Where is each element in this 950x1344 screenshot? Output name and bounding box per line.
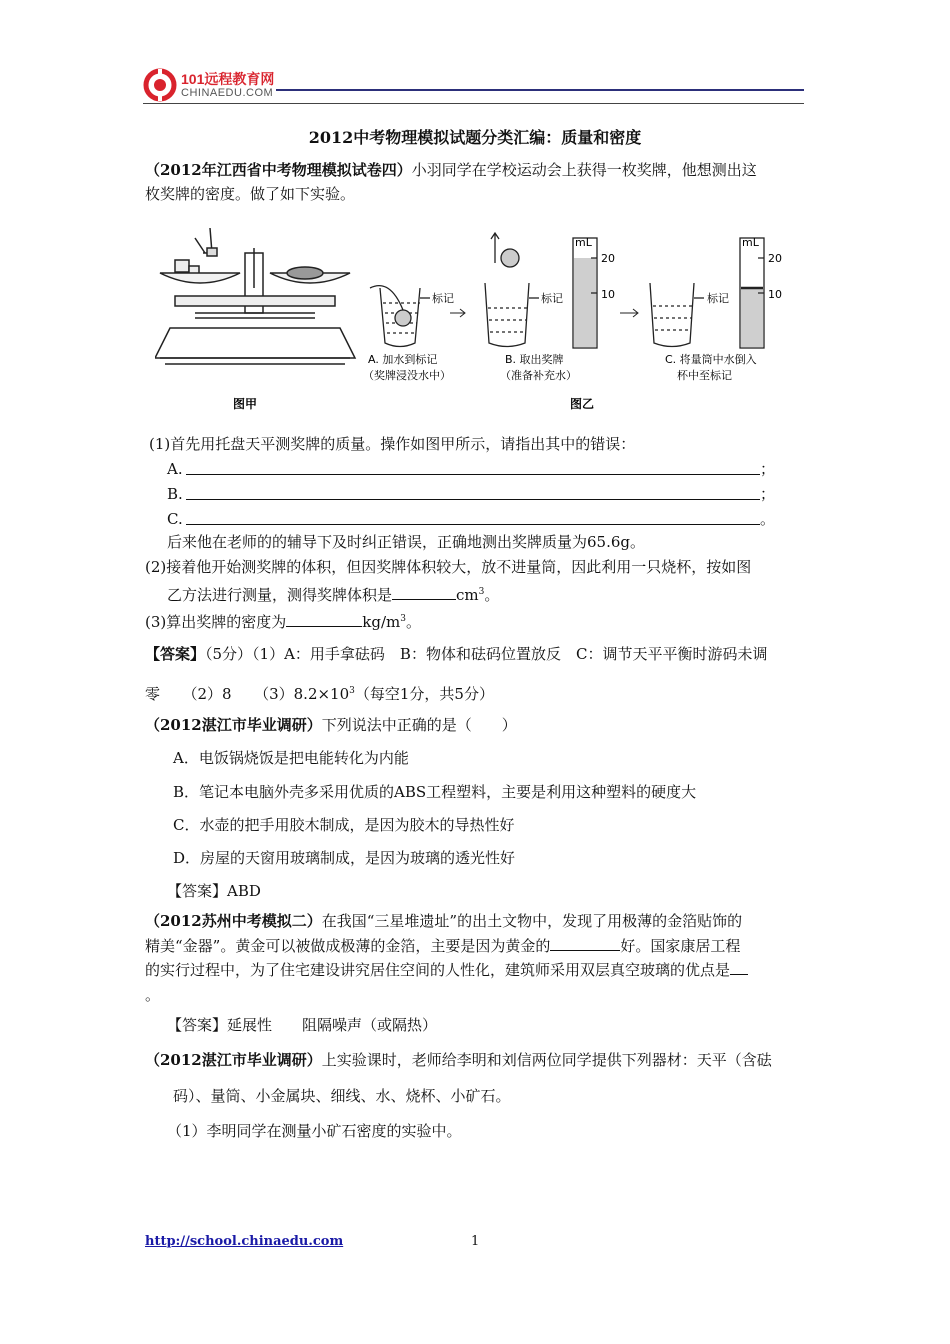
figure-label-yi: 图乙 — [570, 397, 595, 411]
q1-opt-a-blank[interactable] — [186, 473, 760, 475]
page-title: 2012中考物理模拟试题分类汇编：质量和密度 — [308, 128, 642, 147]
logo-title: 101远程教育网 — [181, 71, 275, 87]
q1-part3-text: (3)算出奖牌的密度为 — [145, 613, 287, 631]
logo-subtitle: CHINAEDU.COM — [181, 87, 274, 99]
q1-answer-sup: 3 — [349, 686, 355, 696]
mark-label-a: 标记 — [432, 292, 454, 305]
measuring-cylinder-2 — [740, 238, 764, 348]
q2-stem-text: 下列说法中正确的是（ ） — [321, 716, 517, 734]
q1-density-unit: kg/m — [362, 613, 401, 631]
tick-20-a: 20 — [601, 252, 615, 265]
q1-part2-line-2 — [167, 581, 499, 606]
q1-answer-line-2 — [145, 680, 494, 705]
q4-source: （2012湛江市毕业调研） — [145, 1051, 322, 1069]
q2-answer: 【答案】ABD — [167, 882, 261, 900]
q1-intro-line-2: 枚奖牌的密度。做了如下实验。 — [145, 185, 356, 203]
q3-line-4: 。 — [145, 986, 161, 1004]
q2-option-b: B．笔记本电脑外壳多采用优质的ABS工程塑料，主要是利用这种塑料的硬度大 — [173, 783, 697, 801]
q1-volume-unit-sup: 3 — [478, 587, 485, 597]
q3-line-3 — [145, 959, 748, 981]
header-rule — [276, 89, 804, 91]
q1-density-unit-sup: 3 — [400, 614, 406, 624]
q2-option-c: C．水壶的把手用胶木制成，是因为胶木的导热性好 — [173, 816, 515, 834]
tick-10-a: 10 — [601, 288, 615, 301]
q4-line-3: （1）李明同学在测量小矿石密度的实验中。 — [167, 1122, 462, 1140]
beaker-b — [485, 233, 539, 347]
q1-intro-line-1 — [145, 159, 757, 181]
header-rule-thin — [143, 103, 804, 104]
q3-answer: 【答案】延展性 阻隔噪声（或隔热） — [167, 1016, 438, 1034]
q3-line-1 — [145, 910, 742, 932]
q3-advantage-blank[interactable] — [730, 959, 748, 975]
q1-opt-b-end: ； — [760, 485, 776, 503]
figure-label-jia: 图甲 — [233, 397, 258, 411]
arrow-b-c — [620, 309, 638, 317]
q1-part1: (1)首先用托盘天平测奖牌的质量。操作如图甲所示，请指出其中的错误： — [149, 435, 636, 453]
step-b-line-2: （准备补充水） — [500, 369, 577, 382]
footer-link[interactable]: http://school.chinaedu.com — [145, 1234, 344, 1249]
step-c-line-1: C. 将量筒中水倒入 — [665, 353, 757, 366]
mark-label-b: 标记 — [541, 292, 563, 305]
logo-mark-icon — [143, 68, 177, 102]
step-a-line-1: A. 加水到标记 — [368, 353, 438, 366]
q1-opt-b-label: B. — [167, 485, 183, 503]
q1-part2-text: 乙方法进行测量，测得奖牌体积是 — [167, 586, 393, 604]
q1-opt-a-end: ； — [760, 460, 776, 478]
q4-line-2: 码）、量筒、小金属块、细线、水、烧杯、小矿石。 — [173, 1087, 511, 1105]
step-c-line-2: 杯中至标记 — [677, 369, 732, 382]
q3-source: （2012苏州中考模拟二） — [145, 912, 322, 930]
ml-label-1: mL — [575, 236, 592, 249]
q1-answer-text-3: （每空1分，共5分） — [354, 685, 494, 703]
q2-source: （2012湛江市毕业调研） — [145, 716, 322, 734]
experiment-figure — [155, 218, 795, 413]
q1-part2-line-1: (2)接着他开始测奖牌的体积，但因奖牌体积较大，放不进量筒，因此利用一只烧杯，按如图 — [145, 558, 752, 576]
step-a-line-2: （奖牌浸没水中） — [363, 369, 451, 382]
page-number: 1 — [471, 1234, 480, 1249]
q1-part2-end: 。 — [484, 586, 500, 604]
q3-line-2 — [145, 935, 740, 957]
q1-opt-c-blank[interactable] — [186, 523, 760, 525]
q2-stem — [145, 714, 517, 736]
q1-answer-line-1 — [145, 643, 767, 665]
q2-option-d: D．房屋的天窗用玻璃制成，是因为玻璃的透光性好 — [173, 849, 516, 867]
beaker-c — [650, 283, 704, 347]
q3-line-2-text: 精美“金器”。黄金可以被做成极薄的金箔，主要是因为黄金的 — [145, 937, 551, 955]
beaker-a — [370, 286, 430, 347]
balance-illustration — [155, 228, 355, 364]
q1-answer-text-2: 零 （2）8 （3）8.2×10 — [145, 685, 350, 703]
q1-source: （2012年江西省中考物理模拟试卷四） — [145, 161, 412, 179]
measuring-cylinder-1 — [573, 238, 597, 348]
q1-density-blank[interactable] — [286, 611, 362, 627]
q1-opt-b-blank[interactable] — [186, 498, 760, 500]
q1-opt-c-end: 。 — [760, 510, 776, 528]
q1-intro-text: 小羽同学在学校运动会上获得一枚奖牌，他想测出这 — [411, 161, 757, 179]
q3-property-blank[interactable] — [550, 935, 620, 951]
q1-answer-text: （5分）（1）A：用手拿砝码 B：物体和砝码位置放反 C：调节天平平衡时游码未调 — [205, 645, 768, 663]
tick-10-b: 10 — [768, 288, 782, 301]
q2-option-a: A．电饭锅烧饭是把电能转化为内能 — [173, 749, 409, 767]
q3-line-3-text: 的实行过程中，为了住宅建设讲究居住空间的人性化，建筑师采用双层真空玻璃的优点是 — [145, 961, 731, 979]
ml-label-2: mL — [742, 236, 759, 249]
q4-line-1-text: 上实验课时，老师给李明和刘信两位同学提供下列器材：天平（含砝 — [321, 1051, 772, 1069]
q3-line-1-text: 在我国“三星堆遗址”的出土文物中，发现了用极薄的金箔贴饰的 — [321, 912, 743, 930]
q1-opt-a-label: A. — [167, 460, 183, 478]
q1-part3-end: 。 — [405, 613, 421, 631]
q4-line-1 — [145, 1049, 772, 1071]
q1-volume-unit: cm — [456, 586, 479, 604]
q1-part3 — [145, 608, 421, 633]
q1-after: 后来他在老师的的辅导下及时纠正错误，正确地测出奖牌质量为65.6g。 — [167, 533, 646, 551]
q1-volume-blank[interactable] — [392, 584, 456, 600]
step-b-line-1: B. 取出奖牌 — [505, 353, 564, 366]
q3-line-2-end: 好。国家康居工程 — [620, 937, 741, 955]
site-logo — [143, 68, 278, 102]
mark-label-c: 标记 — [707, 292, 729, 305]
tick-20-b: 20 — [768, 252, 782, 265]
arrow-a-b — [450, 309, 465, 317]
q1-opt-c-label: C. — [167, 510, 183, 528]
q1-answer-label: 【答案】 — [145, 645, 206, 663]
